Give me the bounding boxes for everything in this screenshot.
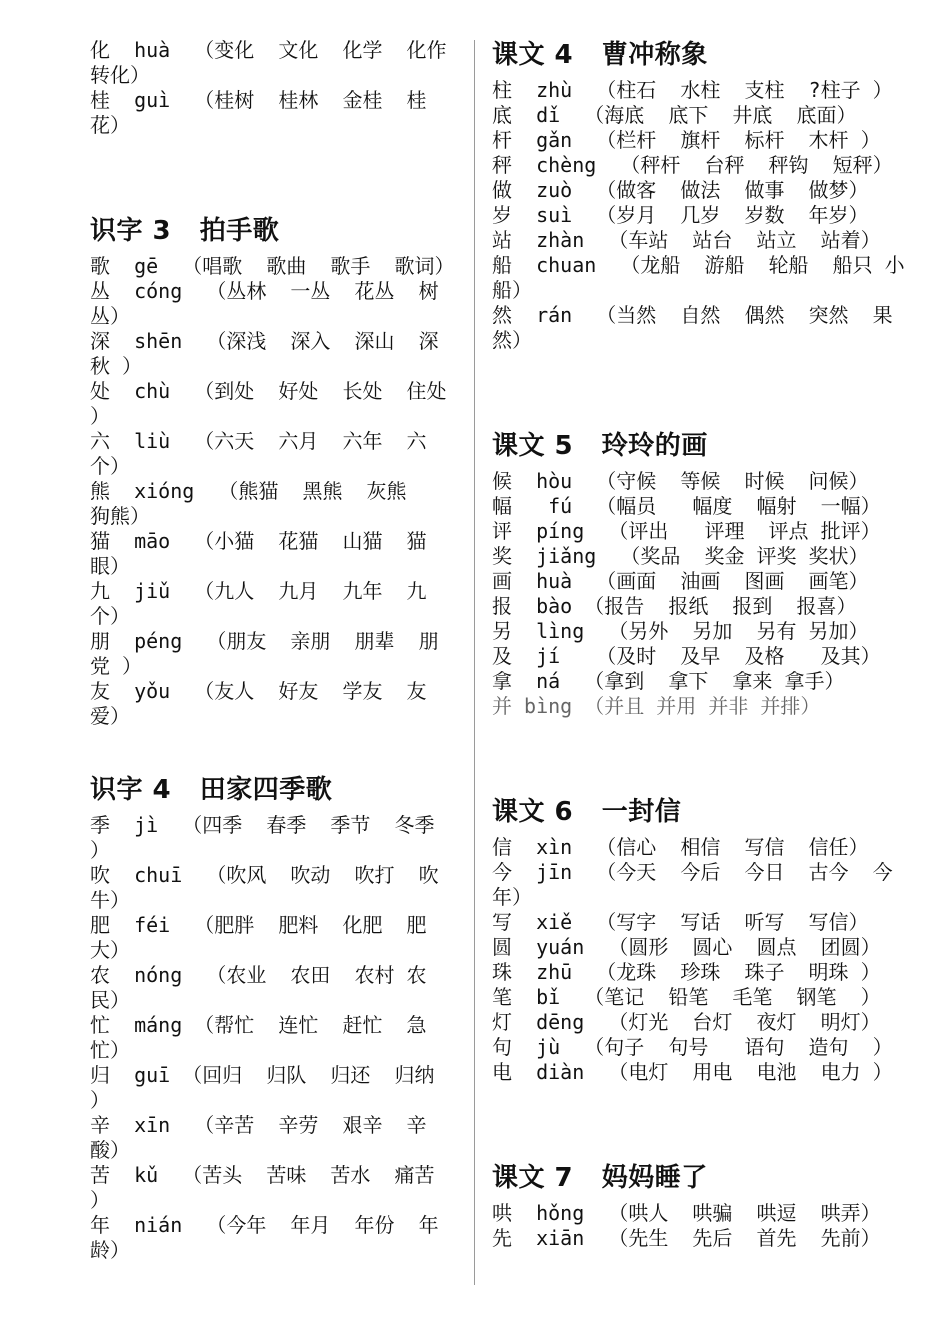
section-title: 课文 6 一封信 [492,797,682,827]
section-title: 课文 7 妈妈睡了 [492,1163,708,1193]
vocab-entry: 秤 chèng （秤杆 台秤 秤钩 短秤） [492,153,893,177]
vocab-entry: 歌 gē （唱歌 歌曲 歌手 歌词） [90,254,455,278]
column-divider [474,40,475,1285]
section-title: 课文 5 玲玲的画 [492,431,708,461]
vocab-entry: 今 jīn （今天 今后 今日 古今 今年） [492,860,893,909]
section-top-fragment [90,38,471,138]
vocab-entry: 九 jiǔ （九人 九月 九年 九个） [90,579,427,628]
vocab-entry: 忙 máng （帮忙 连忙 赶忙 急忙） [90,1013,427,1062]
vocab-entry: 灯 dēng （灯光 台灯 夜灯 明灯） [492,1010,881,1034]
vocab-entry: 奖 jiǎng （奖品 奖金 评奖 奖状） [492,544,869,568]
vocab-entry: 柱 zhù （柱石 水柱 支柱 ?柱子 ） [492,78,893,102]
section-kewen-4 [492,38,922,353]
vocab-entry: 笔 bǐ （笔记 铅笔 毛笔 钢笔 ） [492,985,881,1009]
vocab-entry: 杆 gǎn （栏杆 旗杆 标杆 木杆 ） [492,128,881,152]
vocab-entry: 农 nóng （农业 农田 农村 农民） [90,963,427,1012]
vocab-entry: 拿 ná （拿到 拿下 拿来 拿手） [492,669,845,693]
vocab-entry: 画 huà （画面 油画 图画 画笔） [492,569,869,593]
vocab-entry: 船 chuan （龙船 游船 轮船 船只 小船） [492,253,905,302]
section-title: 识字 4 田家四季歌 [90,775,333,805]
section-kewen-5 [492,429,922,719]
vocab-entry: 及 jí （及时 及早 及格 及其） [492,644,881,668]
vocab-entry: 写 xiě （写字 写话 听写 写信） [492,910,869,934]
vocab-entry: 报 bào （报告 报纸 报到 报喜） [492,594,857,618]
section-title: 识字 3 拍手歌 [90,216,280,246]
vocab-entry: 深 shēn （深浅 深入 深山 深秋 ） [90,329,439,378]
vocab-entry: 评 píng （评出 评理 评点 批评） [492,519,881,543]
right-column [492,38,922,1251]
vocab-entry: 朋 péng （朋友 亲朋 朋辈 朋党 ） [90,629,439,678]
section-kewen-6 [492,795,922,1085]
vocab-entry: 幅 fú （幅员 幅度 幅射 一幅） [492,494,881,518]
vocab-entry: 苦 kǔ （苦头 苦味 苦水 痛苦 ） [90,1163,447,1212]
vocab-entry: 底 dǐ （海底 底下 井底 底面） [492,103,857,127]
vocab-entry: 年 nián （今年 年月 年份 年龄） [90,1213,439,1262]
vocab-entry: 辛 xīn （辛苦 辛劳 艰辛 辛酸） [90,1113,427,1162]
vocab-entry: 岁 suì （岁月 几岁 岁数 年岁） [492,203,869,227]
vocab-entry: 丛 cóng （丛林 一丛 花丛 树丛） [90,279,439,328]
vocab-entry: 处 chù （到处 好处 长处 住处 ） [90,379,459,428]
section-title: 课文 4 曹冲称象 [492,40,708,70]
vocab-entry: 站 zhàn （车站 站台 站立 站着） [492,228,881,252]
vocab-entry: 句 jù （句子 句号 语句 造句 ） [492,1035,893,1059]
vocab-entry: 季 jì （四季 春季 季节 冬季 ） [90,813,447,862]
vocab-entry: 候 hòu （守候 等候 时候 问候） [492,469,869,493]
vocab-entry: 桂 guì （桂树 桂林 金桂 桂花） [90,88,427,137]
left-column [90,38,471,1263]
section-kewen-7 [492,1161,922,1251]
vocab-entry: 六 liù （六天 六月 六年 六个） [90,429,427,478]
vocab-entry: 吹 chuī （吹风 吹动 吹打 吹牛） [90,863,439,912]
section-shizi-3 [90,214,459,729]
vocab-entry: 珠 zhū （龙珠 珍珠 珠子 明珠 ） [492,960,881,984]
vocab-entry: 并 bìng （并且 并用 并非 并排） [492,694,821,718]
vocab-entry: 另 lìng （另外 另加 另有 另加） [492,619,869,643]
vocab-entry: 友 yǒu （友人 好友 学友 友爱） [90,679,427,728]
vocab-entry: 猫 māo （小猫 花猫 山猫 猫眼） [90,529,427,578]
vocab-entry: 归 guī （回归 归队 归还 归纳 ） [90,1063,447,1112]
vocab-entry: 电 diàn （电灯 用电 电池 电力 ） [492,1060,893,1084]
vocab-entry: 肥 féi （肥胖 肥料 化肥 肥大） [90,913,427,962]
vocab-entry: 化 huà （变化 文化 化学 化作 转化） [90,38,471,87]
vocab-entry: 做 zuò （做客 做法 做事 做梦） [492,178,869,202]
vocab-entry: 然 rán （当然 自然 偶然 突然 果然） [492,303,893,352]
vocab-entry: 哄 hǒng （哄人 哄骗 哄逗 哄弄） [492,1201,881,1225]
section-shizi-4 [90,773,450,1263]
vocab-entry: 先 xiān （先生 先后 首先 先前） [492,1226,881,1250]
vocab-entry: 圆 yuán （圆形 圆心 圆点 团圆） [492,935,881,959]
vocab-entry: 信 xìn （信心 相信 写信 信任） [492,835,869,859]
vocab-entry: 熊 xióng （熊猫 黑熊 灰熊 狗熊） [90,479,431,528]
